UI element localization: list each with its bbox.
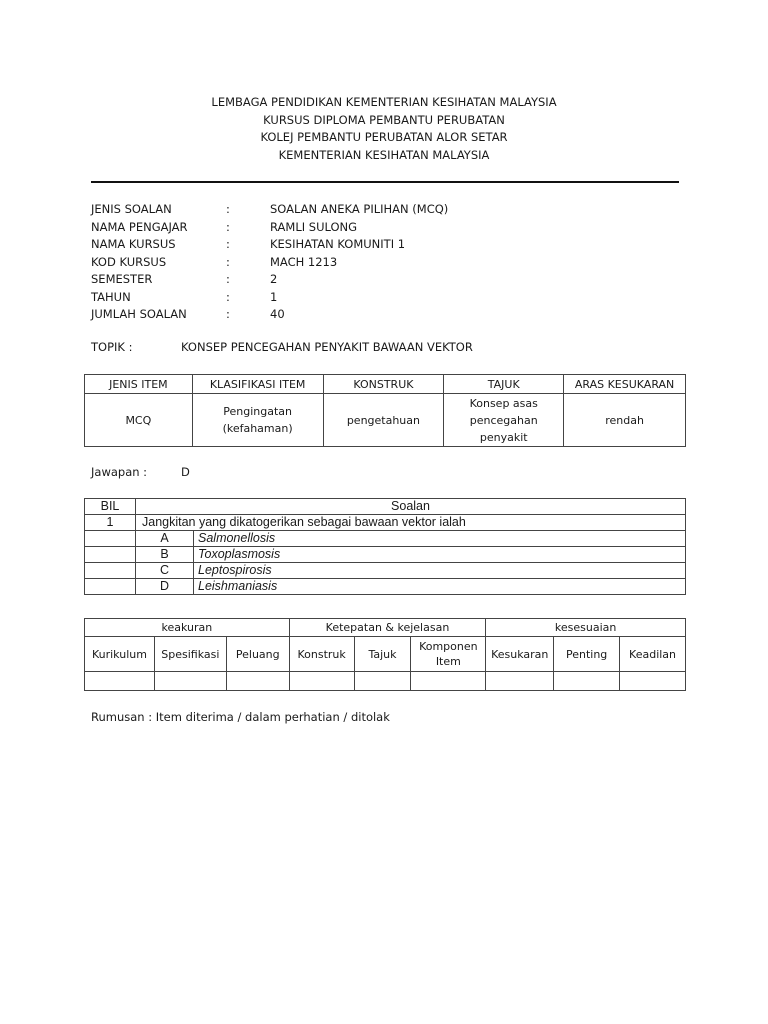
header-line: KEMENTERIAN KESIHATAN MALAYSIA [278,147,490,162]
empty-cell [85,579,136,595]
option-row [85,547,686,563]
col-spesifikasi: Spesifikasi [154,637,226,672]
info-label: JUMLAH SOALAN [91,307,187,321]
info-separator: : [226,272,230,286]
empty-cell [486,672,554,691]
header-cell: TAJUK [444,375,564,394]
info-separator: : [226,307,230,321]
info-row-tahun [91,289,448,307]
col-penting: Penting [554,637,620,672]
question-table [84,498,686,595]
option-row [85,531,686,547]
topic-value: KONSEP PENCEGAHAN PENYAKIT BAWAAN VEKTOR [181,340,473,354]
question-number: 1 [85,515,136,531]
info-row-nama-kursus [91,236,448,254]
option-letter: C [136,563,194,579]
question-row [85,515,686,531]
info-value: MACH 1213 [270,254,338,269]
col-kurikulum: Kurikulum [85,637,155,672]
cell-klasifikasi-item: Pengingatan (kefahaman) [192,394,323,447]
item-classification-table [84,374,686,447]
info-separator: : [226,202,230,216]
info-separator: : [226,289,230,304]
header-line: KOLEJ PEMBANTU PERUBATAN ALOR SETAR [260,130,508,144]
option-row [85,579,686,595]
group-kesesuaian: kesesuaian [486,619,686,637]
header-cell: JENIS ITEM [85,375,193,394]
table-row [85,394,686,447]
option-row [85,563,686,579]
question-text: Jangkitan yang dikatogerikan sebagai bawaan vektor ialah [136,515,686,531]
group-ketepatan-kejelasan: Ketepatan & kejelasan [289,619,486,637]
info-value: RAMLI SULONG [270,219,358,234]
info-separator: : [226,219,230,234]
info-row-jenis-soalan [91,201,448,219]
empty-cell [85,563,136,579]
info-separator: : [226,237,230,251]
empty-cell [85,531,136,547]
group-header-row [85,619,686,637]
info-separator: : [226,254,230,269]
info-label: NAMA PENGAJAR [91,219,188,234]
empty-cell [554,672,620,691]
col-tajuk: Tajuk [354,637,411,672]
info-label: TAHUN [91,289,131,304]
answer-value: D [181,465,190,479]
divider [91,181,679,183]
header-bil: BIL [85,499,136,515]
course-info [91,201,448,324]
info-row-kod-kursus [91,254,448,272]
document-header [0,94,768,164]
header-line: LEMBAGA PENDIDIKAN KEMENTERIAN KESIHATAN MALAYSIA [211,95,557,109]
empty-cell [289,672,354,691]
header-line: KURSUS DIPLOMA PEMBANTU PERUBATAN [263,112,505,127]
answer-label: Jawapan : [91,465,148,479]
empty-cell [85,547,136,563]
col-peluang: Peluang [226,637,289,672]
option-text: Salmonellosis [194,531,686,547]
cell-jenis-item: MCQ [85,394,193,447]
info-row-jumlah-soalan [91,306,448,324]
info-label: JENIS SOALAN [91,202,172,216]
table-header-row [85,499,686,515]
option-text: Leishmaniasis [194,579,686,595]
col-kesukaran: Kesukaran [486,637,554,672]
option-text: Leptospirosis [194,563,686,579]
option-letter: D [136,579,194,595]
info-value: 2 [270,272,278,286]
option-text: Toxoplasmosis [194,547,686,563]
topic-line [91,340,473,354]
header-cell: KLASIFIKASI ITEM [192,375,323,394]
empty-cell [85,672,155,691]
option-letter: A [136,531,194,547]
answer-line [91,465,190,479]
info-row-nama-pengajar [91,219,448,237]
cell-aras-kesukaran: rendah [564,394,686,447]
table-header-row [85,375,686,394]
info-value: KESIHATAN KOMUNITI 1 [270,237,406,251]
col-konstruk: Konstruk [289,637,354,672]
column-header-row [85,637,686,672]
empty-cell [226,672,289,691]
header-cell: ARAS KESUKARAN [564,375,686,394]
option-letter: B [136,547,194,563]
empty-cell [411,672,486,691]
info-value: 1 [270,289,278,304]
header-cell: KONSTRUK [323,375,444,394]
cell-tajuk: Konsep asas pencegahan penyakit [444,394,564,447]
topic-label: TOPIK : [91,340,133,354]
col-keadilan: Keadilan [620,637,686,672]
evaluation-table [84,618,686,691]
info-label: NAMA KURSUS [91,237,176,251]
summary-line: Rumusan : Item diterima / dalam perhatian / ditolak [91,710,390,724]
info-label: KOD KURSUS [91,254,167,269]
info-value: 40 [270,307,285,321]
cell-konstruk: pengetahuan [323,394,444,447]
col-komponen-item: Komponen Item [411,637,486,672]
table-row [85,672,686,691]
group-keakuran: keakuran [85,619,290,637]
empty-cell [154,672,226,691]
info-row-semester [91,271,448,289]
empty-cell [620,672,686,691]
header-soalan: Soalan [136,499,686,515]
info-label: SEMESTER [91,272,153,286]
empty-cell [354,672,411,691]
info-value: SOALAN ANEKA PILIHAN (MCQ) [270,202,449,216]
